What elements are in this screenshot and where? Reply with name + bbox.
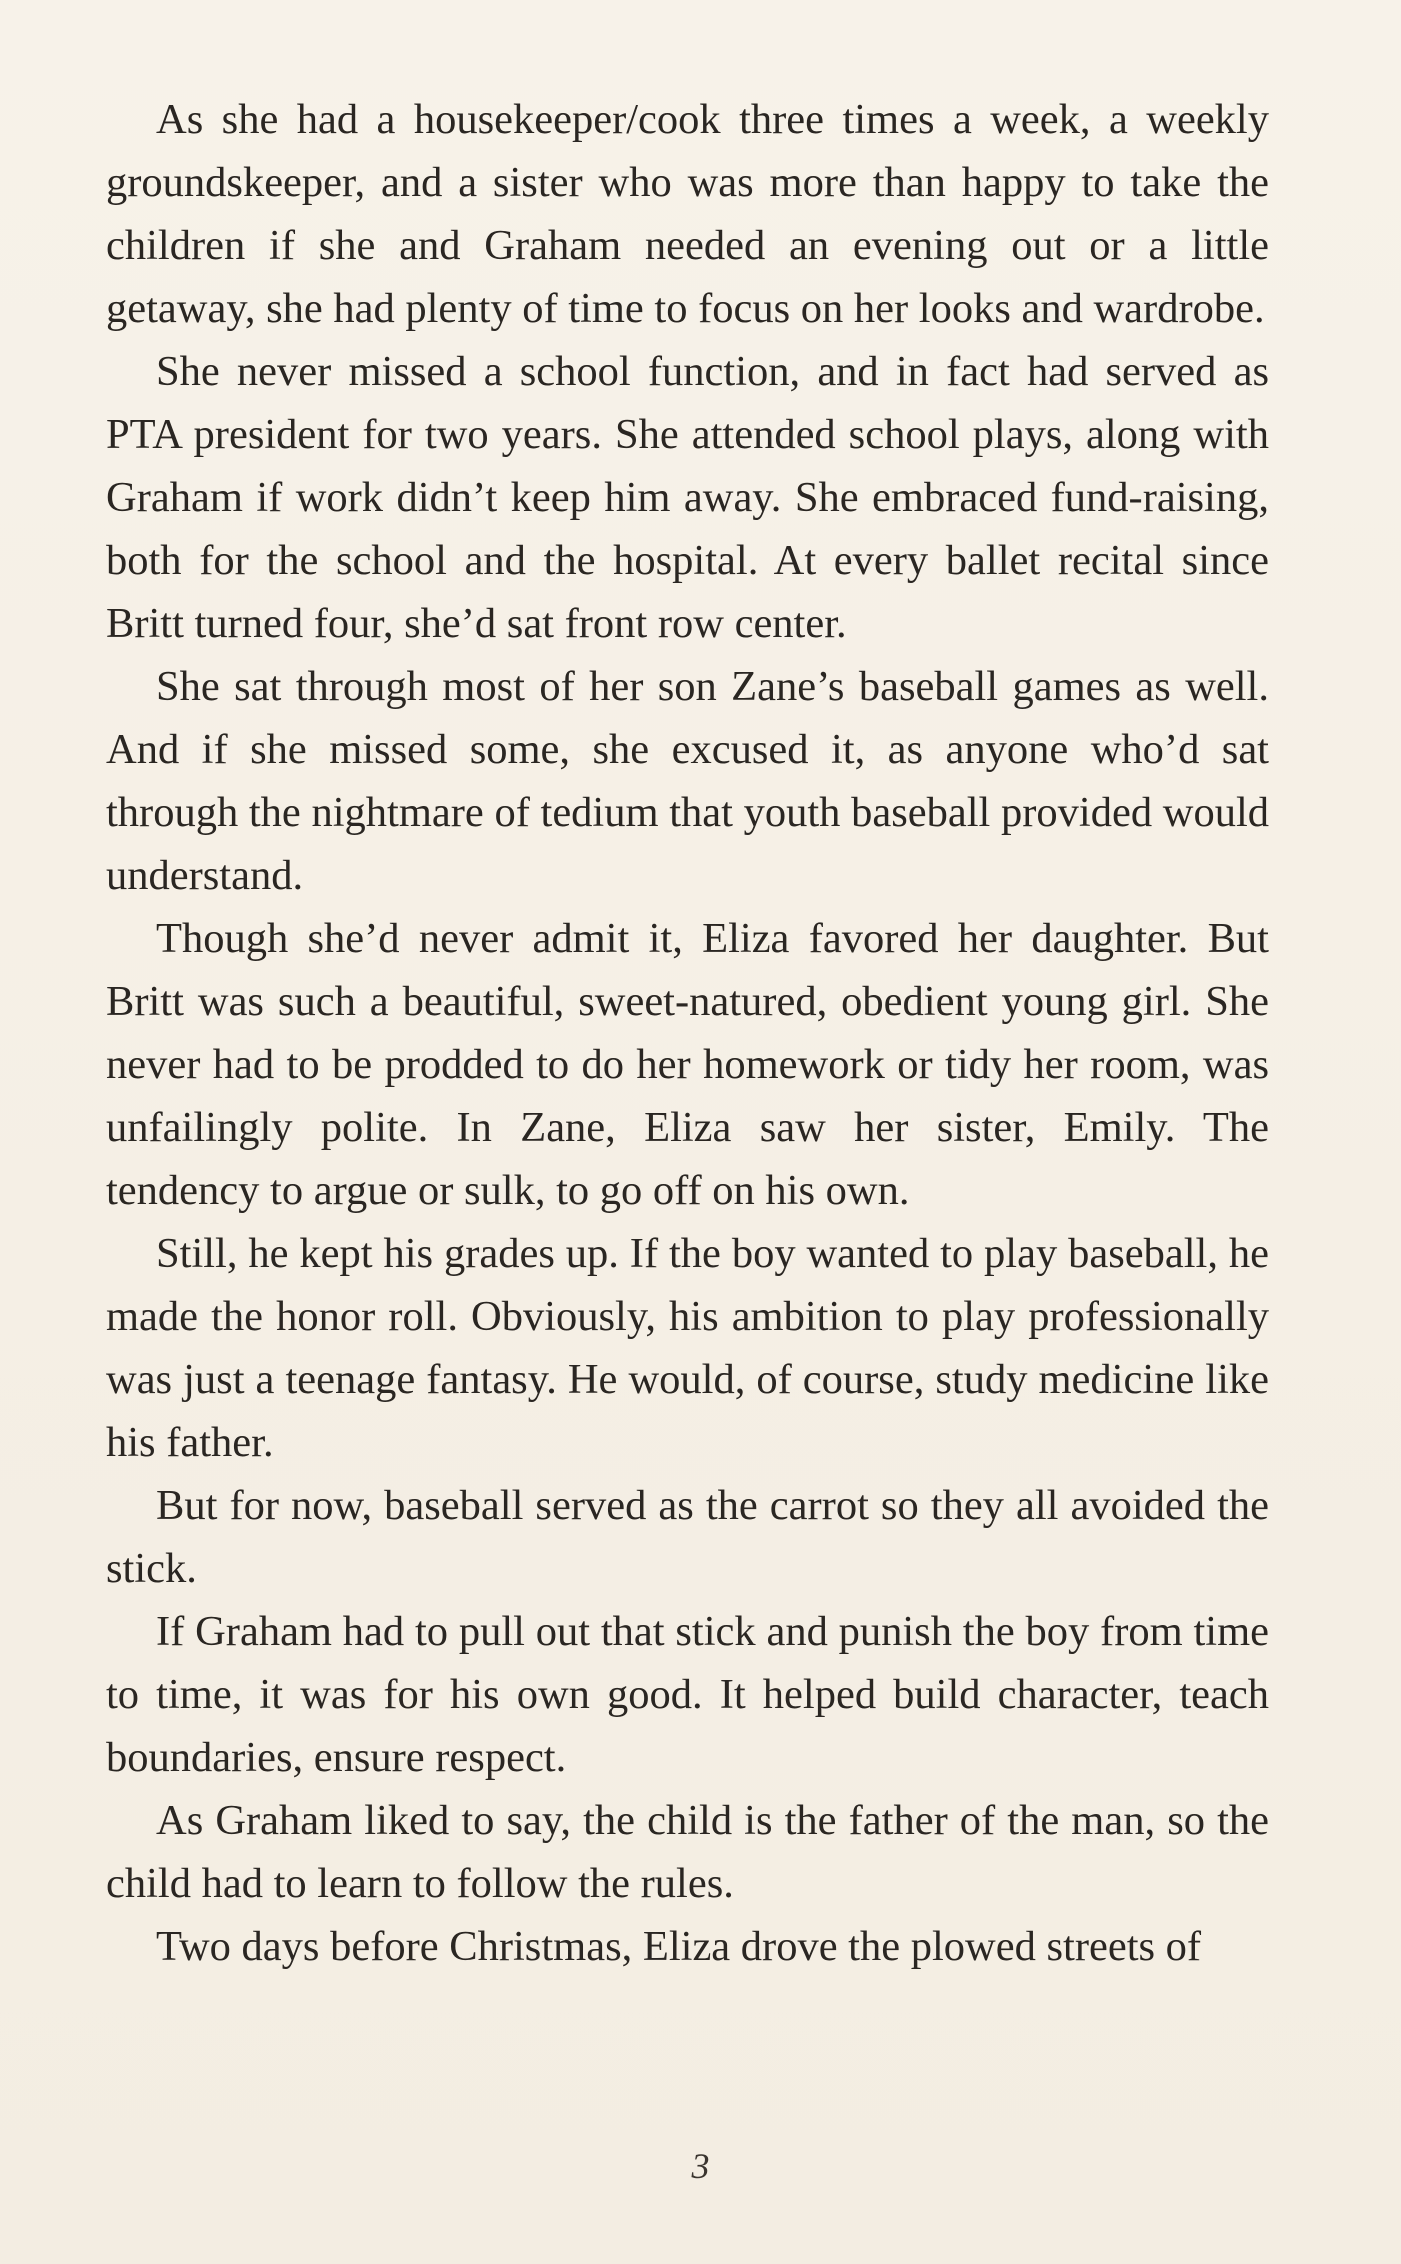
paragraph-1: As she had a housekeeper/cook three times a week, a weekly groundskeeper, and a sister who was more than happy to take the children if she and Graham needed an evening out or a little getaway, she had plenty of time to focus on her looks and wardrobe.: [106, 96, 1269, 332]
body-text: [106, 88, 1269, 1978]
paragraph-4: Though she’d never admit it, Eliza favored her daughter. But Britt was such a beautiful, sweet-natured, obedient young girl. She never had to be prodded to do her homework or tidy her room, was unfailingly polite. In Zane, Eliza saw her sister, Emily. The tendency to argue or sulk, to go off on his own.: [106, 915, 1269, 1214]
paragraph-7: If Graham had to pull out that stick and punish the boy from time to time, it was for his own good. It helped build character, teach boundaries, ensure respect.: [106, 1608, 1269, 1781]
paragraph-8: As Graham liked to say, the child is the father of the man, so the child had to learn to follow the rules.: [106, 1797, 1269, 1907]
paragraph-9: Two days before Christmas, Eliza drove the plowed streets of: [156, 1923, 1202, 1970]
paragraph-2: She never missed a school function, and in fact had served as PTA president for two years. She attended school plays, along with Graham if work didn’t keep him away. She embraced fund-raising, both for the school and the hospital. At every ballet recital since Britt turned four, she’d sat front row center.: [106, 348, 1269, 647]
paragraph-6: But for now, baseball served as the carrot so they all avoided the stick.: [106, 1482, 1269, 1592]
paragraph-5: Still, he kept his grades up. If the boy wanted to play baseball, he made the honor roll. Obviously, his ambition to play professionally was just a teenage fantasy. He would, of course, study medicine like his father.: [106, 1230, 1269, 1466]
paragraph-3: She sat through most of her son Zane’s baseball games as well. And if she missed some, she excused it, as anyone who’d sat through the nightmare of tedium that youth baseball provided would understand.: [106, 663, 1269, 899]
page-number: 3: [691, 2146, 710, 2186]
